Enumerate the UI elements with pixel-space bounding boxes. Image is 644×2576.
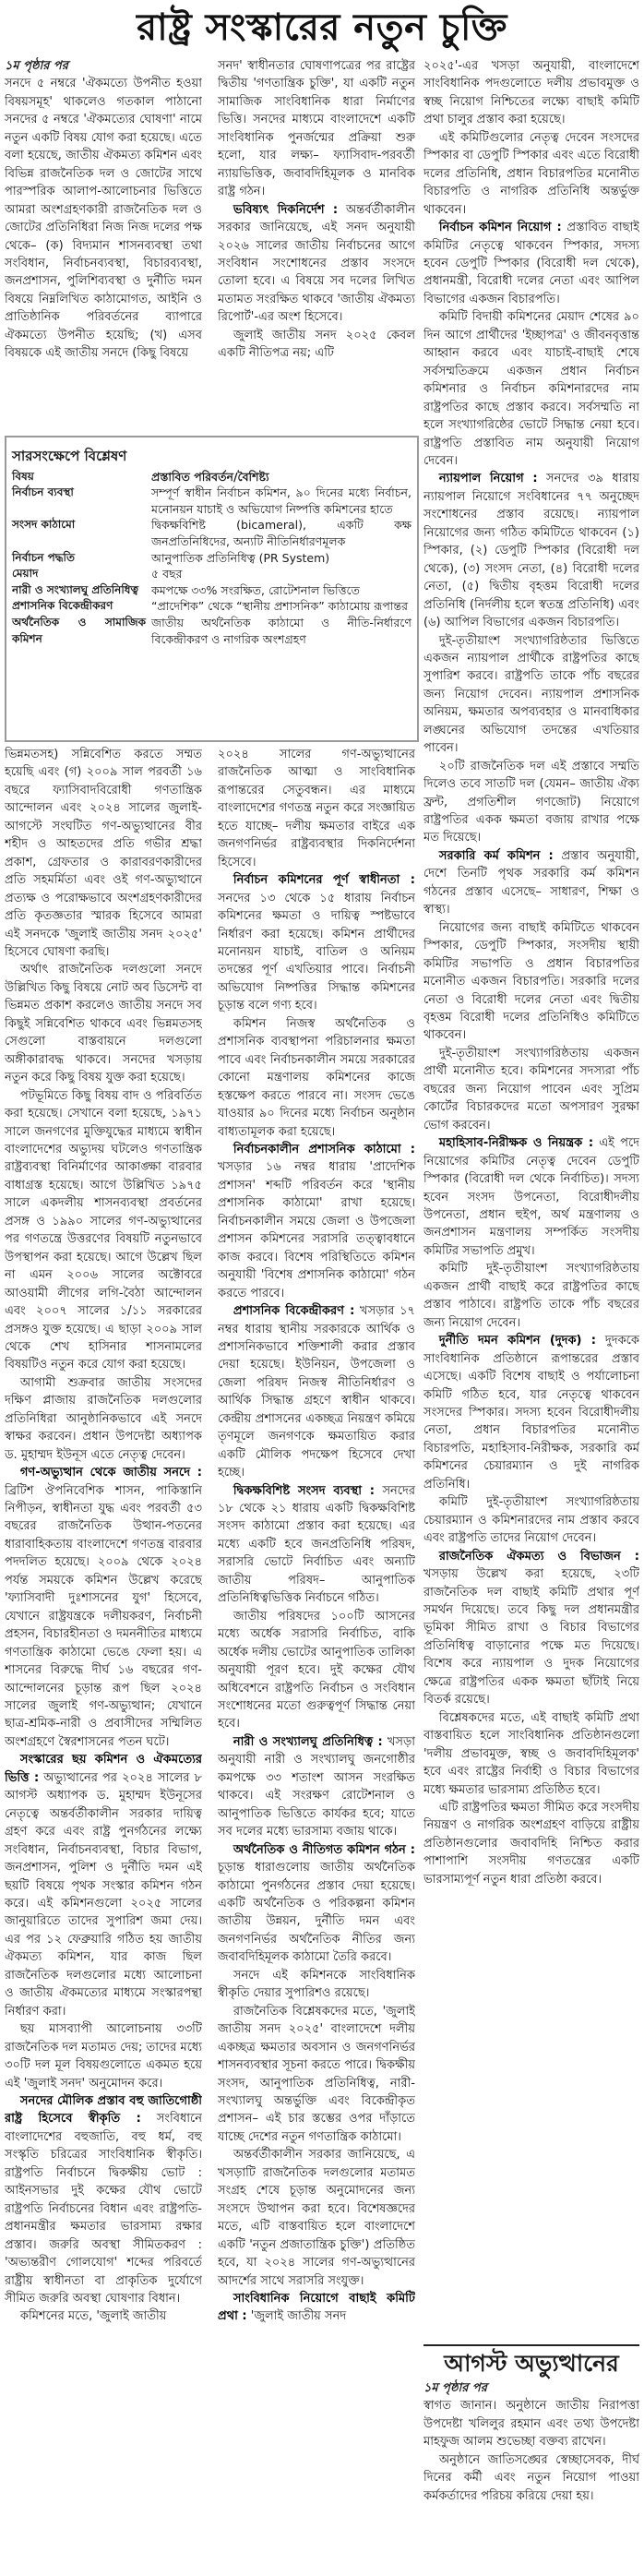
article-paragraph xyxy=(423,57,639,129)
article-paragraph xyxy=(218,2146,415,2290)
paragraph-text: অন্তর্বর্তীকালীন সরকার জানিয়েছে, এ খসড়াটি রাজনৈতিক দলগুলোর মতামত সংগ্রহ শেষে চূড়ান্ত অনুমোদনের জন্য সংসদে উত্থাপন করা হবে। বিশেষজ্ঞদের মতে, এটি বাস্তবায়িত হলে বাংলাদেশে একটি 'নতুন প্রজাতান্ত্রিক চুক্তি') প্রতিষ্ঠিত হবে, যা ২০২৪ সালের গণ-অভ্যুত্থানের আদর্শের সাথে সরাসরি সংযুক্ত। xyxy=(218,2148,415,2288)
article-paragraph xyxy=(218,1733,415,1841)
summary-topic: নির্বাচন পদ্ধতি xyxy=(12,550,75,564)
section-subheading: দুর্নীতি দমন কমিশন (দুদক) : xyxy=(438,1334,597,1348)
summary-change: আনুপাতিক প্রতিনিধিত্ব (PR System) xyxy=(151,550,330,565)
paragraph-text: সনদ' স্বাধীনতার ঘোষণাপত্রের পর রাষ্ট্রের দ্বিতীয় 'গণতান্ত্রিক চুক্তি', যা একটি নতুন সামাজিক সাংবিধানিক ধারা নির্মাণের ভিত্তি। সনদের মাধ্যমে বাংলাদেশে একটি সাংবিধানিক পুনর্জন্মের প্রক্রিয়া শুরু হলো, যার লক্ষ্য– ফ্যাসিবাদ-পরবর্তী ন্যায়ভিত্তিক, জবাবদিহিমূলক ও মানবিক রাষ্ট্র গঠন। xyxy=(218,59,415,199)
paragraph-text: এটি রাষ্ট্রপতির ক্ষমতা সীমিত করে সংসদীয় নিয়ন্ত্রণ ও নাগরিক অংশগ্রহণ বাড়িয়ে রাষ্ট্রীয় প্রতিষ্ঠানগুলোর জবাবদিহি নিশ্চিত করার পাশাপাশি সংসদীয় গণতন্ত্রের একটি ভারসাম্যপূর্ণ নতুন ধারা প্রতিষ্ঠা করবে। xyxy=(423,1800,639,1887)
article-paragraph xyxy=(423,847,639,919)
article-paragraph xyxy=(423,2451,639,2505)
column-2-top xyxy=(218,57,415,431)
paragraph-text: প্রস্তাবিত বাছাই কমিটির নেতৃত্বে থাকবেন স্পিকার, সদস্য হবেন ডেপুটি স্পিকার (বিরোধী দল থেকে), প্রধানমন্ত্রী, বিরোধী দলের নেতা এবং আপিল বিভাগের একজন বিচারপতি। xyxy=(423,221,639,306)
article-paragraph xyxy=(218,201,415,327)
section-subheading: গণ-অভ্যুত্থান থেকে জাতীয় সনদে : xyxy=(19,1466,202,1480)
summary-table-header xyxy=(12,469,411,485)
header-change: প্রস্তাবিত পরিবর্তন/বৈশিষ্ট্য xyxy=(151,469,269,484)
paragraph-text: দুই-তৃতীয়াংশ সংখ্যাগরিষ্ঠতার ভিত্তিতে একজন ন্যায়পাল প্রার্থীকে রাষ্ট্রপতির কাছে সুপারিশ করবে। রাষ্ট্রপতি তাকে পাঁচ বছরের জন্য নিয়োগ দেবেন। ন্যায়পাল প্রশাসনিক অনিয়ম, ক্ষমতার অপব্যবহার ও মানবাধিকার লঙ্ঘনের অভিযোগ তদন্তের এখতিয়ার পাবেন। xyxy=(423,633,639,756)
paragraph-text: 'জুলাই জাতীয় সনদ xyxy=(246,2309,347,2324)
article-paragraph xyxy=(218,2290,415,2326)
paragraph-text: খসড়ায় উল্লেখ করা হয়েছে, ২৩টি রাজনৈতিক দল বাছাই কমিটি প্রথার পূর্ণ সমর্থন দিয়েছে। তবে কিছু দল প্রধানমন্ত্রীর ভূমিকা সীমিত রাখা ও বিচার বিভাগের প্রতিনিধিত্ব বাড়ানোর পক্ষে মত দিয়েছে। বিশেষ করে ন্যায়পাল ও দুদক নিয়োগের ক্ষেত্রে রাষ্ট্রপতির একক ক্ষমতা ছাঁটাই নিয়ে বিতর্ক রয়েছে। xyxy=(423,1567,639,1707)
article-paragraph xyxy=(423,1332,639,1493)
article-paragraph xyxy=(218,327,415,363)
paragraph-text: খসড়ার ১৬ নম্বর ধারায় 'প্রাদেশিক প্রশাসন' শব্দটি পরিবর্তন করে 'স্থানীয় প্রশাসনিক কাঠামো' রাখা হয়েছে। নির্বাচনকালীন সময়ে জেলা ও উপজেলা প্রশাসন কমিশনের সরাসরি তত্ত্বাবধানে কাজ করবে। বিশেষ পরিস্থিতিতে কমিশন অনুযায়ী 'বিশেষ প্রশাসনিক কাঠামো' গঠন করতে পারবে। xyxy=(218,1160,415,1300)
section-subheading: ভবিষ্যৎ দিকনির্দেশ : xyxy=(233,202,339,217)
article-paragraph xyxy=(218,1608,415,1733)
article-paragraph xyxy=(5,2092,202,2307)
paragraph-text: সনদের ৩৯ ধারায় ন্যায়পাল নিয়োগে সংবিধানের ৭৭ অনুচ্ছেদ সংশোধনের প্রস্তাব রয়েছে। ন্যায়পাল নিয়োগের জন্য গঠিত কমিটিতে থাকবেন (১) স্পিকার, (২) ডেপুটি স্পিকার (বিরোধী দল থেকে), (৩) সংসদ নেতা, (৪) বিরোধী দলের নেতা, (৫) দ্বিতীয় বৃহত্তম বিরোধী দলের প্রতিনিধি (নির্দলীয় হলে স্বতন্ত্র প্রতিনিধি) এবং (৬) আপিল বিভাগের একজন বিচারপতি। xyxy=(423,472,639,630)
column-1-bottom xyxy=(5,746,202,2576)
summary-change: কমপক্ষে ৩৩% সংরক্ষিত, রোটেশনাল ভিত্তিতে xyxy=(151,582,360,597)
article-paragraph xyxy=(423,308,639,470)
paragraph-text: কমিটি দুই-তৃতীয়াংশ সংখ্যাগরিষ্ঠতায় একজন প্রার্থী বাছাই করে রাষ্ট্রপতির কাছে প্রস্তাব পাঠাবে। রাষ্ট্রপতি তাকে পাঁচ বছরের জন্য নিয়োগ দেবেন। xyxy=(423,1262,639,1330)
article-paragraph xyxy=(423,632,639,758)
paragraph-text: আগামী শুক্রবার জাতীয় সংসদের দক্ষিণ প্লাজায় রাজনৈতিক দলগুলোর প্রতিনিধিরা আনুষ্ঠানিকভাবে এই সনদে স্বাক্ষর করবেন। প্রধান উপদেষ্টা অধ্যাপক ড. মুহাম্মদ ইউনূস এতে নেতৃত্ব দেবেন। xyxy=(5,1375,202,1462)
article-paragraph xyxy=(5,75,202,362)
article-paragraph xyxy=(218,57,415,201)
section-subheading: নারী ও সংখ্যালঘু প্রতিনিধিত্ব : xyxy=(233,1734,383,1749)
summary-topic: নারী ও সংখ্যালঘু প্রতিনিধিত্ব xyxy=(12,582,139,596)
article-divider xyxy=(423,2344,639,2346)
paragraph-text: এই পদে নিয়োগের কমিটির নেতৃত্ব দেবেন ডেপুটি স্পিকার (বিরোধী দল থেকে নির্বাচিত)। সদস্য হবেন সংসদ উপনেতা, বিরোধীদলীয় উপনেতা, প্রধান হুইপ, অর্থ মন্ত্রণালয় ও জনপ্রশাসন মন্ত্রণালয় সম্পর্কিত সংসদীয় কমিটির সভাপতি প্রমুখ। xyxy=(423,1136,639,1258)
section-subheading: ন্যায়পাল নিয়োগ : xyxy=(438,472,538,486)
column-2-bottom xyxy=(218,746,415,2576)
summary-topic: প্রশাসনিক বিকেন্দ্রীকরণ xyxy=(12,599,113,613)
main-headline: রাষ্ট্র সংস্কারের নতুন চুক্তি xyxy=(137,6,507,49)
paragraph-text: নিয়োগের জন্য বাছাই কমিটিতে থাকবেন স্পিকার, ডেপুটি স্পিকার, সংসদীয় স্থায়ী কমিটির সভাপতি ও প্রধান বিচারপতির মনোনীত একজন বিচারপতি। সরকারি দলের নেতা ও বিরোধী দলের নেতা এবং দ্বিতীয় বৃহত্তম বিরোধী দলের প্রতিনিধিও কমিটিতে থাকবেন। xyxy=(423,920,639,1043)
paragraph-text: সনদের ১৩ থেকে ১৫ ধারায় নির্বাচন কমিশনের ক্ষমতা ও দায়িত্ব স্পষ্টভাবে নির্ধারণ করা হয়েছে। কমিশন প্রার্থীদের মনোনয়ন যাচাই, বাতিল ও অনিয়ম তদন্তের পূর্ণ এখতিয়ার পাবে। নির্বাচনী অভিযোগ নিষ্পত্তির সিদ্ধান্ত কমিশনের চূড়ান্ত বলে গণ্য হবে। xyxy=(218,891,415,1013)
section-subheading: মহাহিসাব-নিরীক্ষক ও নিয়ন্ত্রক : xyxy=(438,1136,594,1151)
section-subheading: দ্বিকক্ষবিশিষ্ট সংসদ ব্যবস্থা : xyxy=(233,1483,376,1498)
paragraph-text: জাতীয় পরিষদের ১০০টি আসনের মধ্যে অর্ধেক সরাসরি নির্বাচিত, বাকি অর্ধেক দলীয় ভোটের আনুপাতিক তালিকা অনুযায়ী পূরণ হবে। দুই কক্ষের যৌথ অধিবেশনে রাষ্ট্রপতি নির্বাচন ও সংবিধান সংশোধনের মতো গুরুত্বপূর্ণ সিদ্ধান্ত নেয়া হবে। xyxy=(218,1609,415,1731)
paragraph-text: কমিশন নিজস্ব অর্থনৈতিক ও প্রশাসনিক ব্যবস্থাপনা পরিচালনার ক্ষমতা পাবে এবং নির্বাচনকালীন সময়ে সরকারের কোনো মন্ত্রণালয় কমিশনের কাজে হস্তক্ষেপ করতে পারবে না। সংসদ ভেঙে যাওয়ার ৯০ দিনের মধ্যে নির্বাচন অনুষ্ঠান বাধ্যতামূলক করা হয়েছে। xyxy=(218,1016,415,1139)
second-article-kicker: ১ম পৃষ্ঠার পর xyxy=(423,2381,487,2395)
paragraph-text: চূড়ান্ত ধারাগুলোয় জাতীয় অর্থনৈতিক কাঠামো পুনর্গঠনের প্রস্তাব দেয়া হয়েছে। একটি অর্থনৈতিক ও পরিকল্পনা কমিশন জাতীয় উন্নয়ন, দুর্নীতি দমন এবং জনগণনির্ভর অর্থনৈতিক নীতির জন্য জবাবদিহিমূলক কাঠামো তৈরি করবে। xyxy=(218,1861,415,1965)
summary-row xyxy=(12,550,411,567)
summary-box-title: সারসংক্ষেপে বিশ্লেষণ xyxy=(12,448,127,464)
article-paragraph xyxy=(5,1374,202,1464)
article-paragraph xyxy=(5,2307,202,2325)
paragraph-text: রাজনৈতিক বিশ্লেষকদের মতে, 'জুলাই জাতীয় সনদ ২০২৫' বাংলাদেশে দলীয় একচ্ছত্র ক্ষমতার অবসান ও জনগণনির্ভর শাসনব্যবস্থার সূচনা করতে পারে। দ্বিকক্ষীয় সংসদ, আনুপাতিক প্রতিনিধিত্ব, নারী-সংখ্যালঘু অন্তর্ভুক্তি এবং বিকেন্দ্রীকৃত প্রশাসন– এই চার স্তম্ভের ওপর দাঁড়াতে যাচ্ছে দেশের নতুন গণতান্ত্রিক কাঠামো। xyxy=(218,2004,415,2144)
summary-change: দ্বিকক্ষবিশিষ্ট (bicameral), একটি কক্ষ জনপ্রতিনিধিদের, অন্যটি নীতিনির্ধারণমূলক xyxy=(151,518,411,548)
article-paragraph xyxy=(5,746,202,961)
second-article-body xyxy=(423,2397,639,2505)
summary-topic: মেয়াদ xyxy=(12,567,39,581)
paragraph-text: কমিটি দুই-তৃতীয়াংশ সংখ্যাগরিষ্ঠতায় চেয়ারম্যান ও কমিশনারদের নাম প্রস্তাব করবে এবং রাষ্ট্রপতি তাদের নিয়োগ দেবেন। xyxy=(423,1495,639,1546)
paragraph-text: কমিশনের মতে, 'জুলাই জাতীয় xyxy=(19,2309,167,2324)
summary-row xyxy=(12,598,411,615)
section-subheading: সনদের মৌলিক প্রস্তাব বহু জাতিগোষ্ঠী রাষ্ট্র হিসেবে স্বীকৃতি : xyxy=(5,2093,202,2127)
paragraph-text: অন্তর্বর্তীকালীন সরকার জানিয়েছে, এই সনদ অনুযায়ী ২০২৬ সালের জাতীয় নির্বাচনের আগে সংবিধান সংশোধনের প্রস্তাব সংসদে তোলা হবে। এ বিষয়ে সব দলের লিখিত মতামত সংরক্ষিত থাকবে 'জাতীয় ঐকমত্য রিপোর্ট'-এর অংশ হিসেবে। xyxy=(218,202,415,325)
article-paragraph xyxy=(423,1260,639,1332)
article-paragraph xyxy=(5,1464,202,1751)
summary-change: জাতীয় অর্থনৈতিক কাঠামো ও নীতি-নির্ধারণে বিকেন্দ্রীকরণ ও নাগরিক অংশগ্রহণ xyxy=(151,615,411,646)
section-subheading: সাংবিধানিক নিয়োগে বাছাই কমিটি প্রথা : xyxy=(218,2291,415,2324)
paragraph-text: ভিন্নমতসহ) সন্নিবেশিত করতে সম্মত হয়েছি এবং (গ) ২০০৯ সাল পরবর্তী ১৬ বছরে ফ্যাসিবাদবিরোধী গণতান্ত্রিক আন্দোলন এবং ২০২৪ সালের জুলাই-আগস্টে সংঘটিত গণ-অভ্যুত্থানের বীর শহীদ ও আহতদের প্রতি গভীর শ্রদ্ধা প্রকাশ, গ্রেফতার ও কারাবরণকারীদের প্রতি সহমর্মিতা এবং ওই গণ-অভ্যুত্থানে প্রত্যক্ষ ও পরোক্ষভাবে অংশগ্রহণকারীদের প্রতি কৃতজ্ঞতার স্মারক হিসেবে আমরা এই সনদকে 'জুলাই জাতীয় সনদ ২০২৫' হিসেবে ঘোষণা করছি। xyxy=(5,748,202,959)
section-subheading: নির্বাচন কমিশনের পূর্ণ স্বাধীনতা : xyxy=(233,873,415,888)
article-paragraph xyxy=(423,1548,639,1709)
paragraph-text: সংবিধানে বাংলাদেশের বহুজাতি, বহু ধর্ম, বহু সংস্কৃতি চরিত্রের সাংবিধানিক স্বীকৃতি। রাষ্ট্রপতি নির্বাচনে দ্বিকক্ষীয় ভোট : আইনসভার দুই কক্ষের যৌথ ভোটে রাষ্ট্রপতি নির্বাচনের বিধান এবং রাষ্ট্রপতি-প্রধানমন্ত্রীর ক্ষমতার ভারসাম্য রক্ষার প্রস্তাব। জরুরি অবস্থা সীমিতকরণ : 'অভ্যন্তরীণ গোলযোগ' শব্দের পরিবর্তে রাষ্ট্রীয় স্বাধীনতা বা প্রাকৃতিক দুর্যোগে সীমিত জরুরি অবস্থা ঘোষণার বিধান। xyxy=(5,2112,202,2306)
paragraph-text: অভ্যুত্থানের পর ২০২৪ সালের ৮ আগস্ট অধ্যাপক ড. মুহাম্মদ ইউনূসের নেতৃত্বে অন্তর্বর্তীকালীন সরকার দায়িত্ব গ্রহণ করে এবং রাষ্ট্র পুনর্গঠনের লক্ষ্যে সংবিধান, নির্বাচনব্যবস্থা, বিচার বিভাগ, জনপ্রশাসন, পুলিশ ও দুর্নীতি দমন এই ছয়টি বিষয়ে পৃথক সংস্কার কমিশন গঠন করে। এই কমিশনগুলো ২০২৫ সালের জানুয়ারিতে তাদের সুপারিশ জমা দেয়। এর পর ১২ ফেব্রুয়ারি গঠিত হয় জাতীয় ঐকমত্য কমিশন, যার কাজ ছিল রাজনৈতিক দলগুলোর মধ্যে আলোচনা ও জাতীয় ঐকমত্যের মাধ্যমে সংস্কারপন্থা নির্ধারণ করা। xyxy=(5,1770,202,2019)
paragraph-text: বিশ্লেষকদের মতে, এই বাছাই কমিটি প্রথা বাস্তবায়িত হলে সাংবিধানিক প্রতিষ্ঠানগুলো 'দলীয় প্রভাবমুক্ত, স্বচ্ছ ও জবাবদিহিমূলক' হবে এবং রাষ্ট্রের নির্বাহী ও বিচার বিভাগের মধ্যে ক্ষমতার ভারসাম্য প্রতিষ্ঠিত হবে। xyxy=(423,1710,639,1797)
section-subheading: প্রশাসনিক বিকেন্দ্রীকরণ : xyxy=(233,1304,355,1319)
article-paragraph xyxy=(218,1015,415,1141)
paragraph-text: সনদে এই কমিশনকে সাংবিধানিক স্বীকৃতি দেয়ার সুপারিশও রয়েছে। xyxy=(218,1968,415,2001)
paragraph-text: সনদে ৫ নম্বরে 'ঐকমত্যে উপনীত হওয়া বিষয়সমূহ' থাকলেও গতকাল পাঠানো সনদের ৫ নম্বরে 'ঐকমত্যের ঘোষণা' নামে নতুন একটি বিষয় যোগ করা হয়েছে। এতে বলা হয়েছে, জাতীয় ঐকমত্য কমিশন এবং বিভিন্ন রাজনৈতিক দল ও জোটের সাথে পারস্পরিক আলাপ-আলোচনার ভিত্তিতে আমরা অংশগ্রহণকারী রাজনৈতিক দল ও জোটের প্রতিনিধিরা নিজ নিজ দলের পক্ষ থেকে– (ক) বিদ্যমান শাসনব্যবস্থা তথা সংবিধান, নির্বাচনব্যবস্থা, বিচারব্যবস্থা, জনপ্রশাসন, পুলিশিব্যবস্থা ও দুর্নীতি দমন বিষয়ে নিম্নলিখিত কাঠামোগত, আইনি ও প্রাতিষ্ঠানিক পরিবর্তনের ব্যাপারে ঐকমত্যে উপনীত হয়েছি; (খ) এসব বিষয়কে এই জাতীয় সনদে (কিছু বিষয়ে xyxy=(5,77,202,361)
summary-topic: অর্থনৈতিক ও সামাজিক কমিশন xyxy=(12,615,146,645)
article-paragraph xyxy=(218,746,415,871)
article-paragraph xyxy=(5,1751,202,2020)
paragraph-text: প্রস্তাব অনুযায়ী, দেশে তিনটি পৃথক সরকারি কর্ম কমিশন গঠনের প্রস্তাব এসেছে– সাধারণ, শিক্ষা ও স্বাস্থ্য। xyxy=(423,848,639,917)
article-paragraph xyxy=(423,1045,639,1134)
continued-from-kicker: ১ম পৃষ্ঠার পর xyxy=(5,59,68,73)
paragraph-text: ২০২৪ সালের গণ-অভ্যুত্থানের রাজনৈতিক আত্মা ও সাংবিধানিক রূপান্তরের সেতুবন্ধন। এর মাধ্যমে বাংলাদেশের গণতন্ত্র নতুন করে সংজ্ঞায়িত হতে যাচ্ছে– দলীয় ক্ষমতার বাইরে এক জনগণনির্ভর রাষ্ট্রব্যবস্থার দিকনির্দেশনা হিসেবে। xyxy=(218,748,415,869)
article-paragraph xyxy=(218,2003,415,2147)
article-paragraph xyxy=(5,2020,202,2092)
paragraph-text: জুলাই জাতীয় সনদ ২০২৫ কেবল একটি নীতিপত্র নয়; এটি xyxy=(218,328,415,361)
article-paragraph xyxy=(218,871,415,1015)
article-paragraph xyxy=(423,1799,639,1888)
paragraph-text: খসড়া অনুযায়ী নারী ও সংখ্যালঘু জনগোষ্ঠীর কমপক্ষে ৩৩ শতাংশ আসন সংরক্ষিত থাকবে। এই সংরক্ষণ রোটেশনাল ও আনুপাতিক ভিত্তিতে কার্যকর হবে; যাতে সব দলের মধ্যে ভারসাম্য বজায় থাকে। xyxy=(218,1734,415,1839)
paragraph-text: অর্থাৎ রাজনৈতিক দলগুলো সনদে উল্লিখিত কিছু বিষয়ে নোট অব ডিসেন্ট বা ভিন্নমত প্রকাশ করলেও জাতীয় সনদে সব কিছুই সন্নিবেশিত থাকবে এবং ভিন্নমতসহ সেগুলো বাস্তবায়নে দলগুলো অঙ্গীকারাবদ্ধ থাকবে। সনদের খসড়ায় নতুন করে কিছু বিষয় যুক্ত করা হয়েছে। xyxy=(5,963,202,1085)
paragraph-text: দুই-তৃতীয়াংশ সংখ্যাগরিষ্ঠতায় একজন প্রার্থী মনোনীত হবে। কমিশনের সদস্যরা পাঁচ বছরের জন্য নিয়োগ পাবেন এবং সুপ্রিম কোর্টের বিচারকদের মতো অপসারণ সুরক্ষা ভোগ করবেন। xyxy=(423,1046,639,1132)
paragraph-text: এই কমিটিগুলোর নেতৃত্ব দেবেন সংসদের স্পিকার বা ডেপুটি স্পিকার এবং এতে বিরোধী দলের প্রতিনিধি, প্রধান বিচারপতির মনোনীত বিচারপতি ও নাগরিক প্রতিনিধি অন্তর্ভুক্ত থাকবেন। xyxy=(423,130,639,217)
summary-change: সম্পূর্ণ স্বাধীন নির্বাচন কমিশন, ৯০ দিনের মধ্যে নির্বাচন, মনোনয়ন যাচাই ও অভিযোগ নিষ্পত্তি কমিশনের হাতে xyxy=(151,485,411,516)
paragraph-text: ২০২৫'-এর খসড়া অনুযায়ী, বাংলাদেশে সাংবিধানিক পদগুলোতে দলীয় প্রভাবমুক্ত ও স্বচ্ছ নিয়োগ নিশ্চিতের লক্ষ্যে বাছাই কমিটি প্রথা চালুর প্রস্তাব করা হয়েছে। xyxy=(423,59,639,127)
paragraph-text: দুদককে সাংবিধানিক প্রতিষ্ঠানে রূপান্তরের প্রস্তাব এসেছে। একটি বিশেষ বাছাই ও পর্যালোচনা কমিটি গঠিত হবে, যার নেতৃত্বে থাকবেন সংসদের স্পিকার। সদস্য হবেন বিরোধীদলীয় নেতা, প্রধান বিচারপতির মনোনীত বিচারপতি, মহাহিসাব-নিরীক্ষক, সরকারি কর্ম কমিশনের চেয়ারম্যান ও দুই নাগরিক প্রতিনিধি। xyxy=(423,1334,639,1492)
section-subheading: সংস্কারের ছয় কমিশন ও ঐকমত্যের ভিত্তি : xyxy=(5,1753,202,1785)
summary-table xyxy=(12,469,411,648)
second-article-headline: আগস্ট অভ্যুত্থানের xyxy=(444,2350,619,2377)
article-paragraph xyxy=(423,919,639,1045)
paragraph-text: পটভূমিতে কিছু বিষয় বাদ ও পরিবর্তিত করা হয়েছে। সেখানে বলা হয়েছে, ১৯৭১ সালে জনগণের মুক্তিযুদ্ধের মাধ্যমে স্বাধীন বাংলাদেশের অভ্যুদয় ঘটলেও গণতান্ত্রিক রাষ্ট্রব্যবস্থা বিনির্মাণের আকাঙ্ক্ষা বারবার বাধাগ্রস্ত হয়েছে। আগে উল্লিখিত ১৯৭৫ সালে একদলীয় শাসনব্যবস্থা প্রবর্তনের প্রসঙ্গ ও ১৯৯০ সালের গণ-অভ্যুত্থানের পর গণতন্ত্রে উত্তরণের বিষয়টি নতুনভাবে উপস্থাপন করা হয়েছে। আগে উল্লেখ ছিল না এমন ২০০৬ সালের অক্টোবরে আওয়ামী লীগের লগি-বৈঠা আন্দোলন এবং ২০০৭ সালের ১/১১ সরকারের প্রসঙ্গও যুক্ত হয়েছে। এ ছাড়া ২০০৯ সাল থেকে শেখ হাসিনার শাসনামলের বিষয়টিও নতুন করে যোগ করা হয়েছে। xyxy=(5,1088,202,1372)
summary-topic: সংসদ কাঠামো xyxy=(12,518,76,532)
paragraph-text: ২০টি রাজনৈতিক দল এই প্রস্তাবে সম্মতি দিলেও তবে সাতটি দল (যেমন– জাতীয় ঐক্য ফ্রন্ট, প্রগতিশীল গণজোট) নিয়োগে রাষ্ট্রপতির একক ক্ষমতা বজায় রাখার পক্ষে মত দিয়েছে। xyxy=(423,759,639,845)
paragraph-text: ব্রিটিশ ঔপনিবেশিক শাসন, পাকিস্তানি নিপীড়ন, স্বাধীনতা যুদ্ধ এবং পরবর্তী ৫৩ বছরের রাজনৈতিক উত্থান-পতনের ধারাবাহিকতায় বাংলাদেশে গণতন্ত্র বারবার পদদলিত হয়েছে। ২০০৯ থেকে ২০২৪ পর্যন্ত সময়কে কমিশন উল্লেখ করেছে 'ফ্যাসিবাদী দুঃশাসনের যুগ' হিসেবে, যেখানে রাষ্ট্রযন্ত্রকে দলীয়করণ, নির্বাচনী প্রহসন, বিচারহীনতা ও দমননীতির মাধ্যমে গণতান্ত্রিক কাঠামো ভেঙে ফেলা হয়। এ শাসনের বিরুদ্ধে দীর্ঘ ১৬ বছরের গণ-আন্দোলনের চূড়ান্ত রূপ ছিল ২০২৪ সালের জুলাই গণ-অভ্যুত্থান; যেখানে ছাত্র-শ্রমিক-নারী ও প্রবাসীদের সম্মিলিত অংশগ্রহণে স্বৈরশাসনের পতন ঘটে। xyxy=(5,1483,202,1749)
section-subheading: নির্বাচনকালীন প্রশাসনিক কাঠামো : xyxy=(233,1142,415,1156)
summary-row xyxy=(12,566,411,582)
article-paragraph xyxy=(218,1482,415,1608)
paragraph-text: কমিটি বিদায়ী কমিশনের মেয়াদ শেষের ৯০ দিন আগে প্রার্থীদের 'ইচ্ছাপত্র' ও জীবনবৃত্তান্ত আহ্বান করবে এবং যাচাই-বাছাই শেষে সর্বসম্মতিক্রমে একজন প্রধান নির্বাচন কমিশনার ও নির্বাচন কমিশনারদের নাম রাষ্ট্রপতির কাছে প্রস্তাব করবে। সর্বসম্মতি না হলে সংখ্যাগরিষ্ঠের ভোটে সিদ্ধান্ত নেয়া হবে। রাষ্ট্রপতি প্রস্তাবিত নাম অনুযায়ী নিয়োগ দেবেন। xyxy=(423,310,639,468)
article-paragraph xyxy=(218,1841,415,1967)
article-paragraph xyxy=(218,1302,415,1482)
summary-row xyxy=(12,517,411,549)
article-paragraph xyxy=(5,1087,202,1374)
summary-box xyxy=(5,436,419,742)
section-subheading: রাজনৈতিক ঐকমত্য ও বিভাজন : xyxy=(438,1549,639,1564)
article-paragraph xyxy=(423,470,639,631)
paragraph-text: অনুষ্ঠানে জাতিসঙ্ঘের স্বেচ্ছাসেবক, দীর্ঘ দিনের কর্মী এবং নতুন নিয়োগ পাওয়া কর্মকর্তাদের পরিচয় করিয়ে দেয়া হয়। xyxy=(423,2452,639,2503)
summary-change: ৫ বছর xyxy=(151,567,183,581)
article-paragraph xyxy=(423,219,639,308)
article-paragraph xyxy=(423,1493,639,1547)
paragraph-text: সনদের ১৮ থেকে ২১ ধারায় একটি দ্বিকক্ষবিশিষ্ট সংসদ কাঠামো প্রস্তাব করা হয়েছে। এর মধ্যে একটি হবে জনপ্রতিনিধি পরিষদ, সরাসরি ভোটে নির্বাচিত এবং অন্যটি জাতীয় পরিষদ– আনুপাতিক প্রতিনিধিত্বভিত্তিক নির্বাচনে গঠিত। xyxy=(218,1483,415,1606)
paragraph-text: খসড়ার ১৭ নম্বর ধারায় স্থানীয় সরকারকে আর্থিক ও প্রশাসনিকভাবে শক্তিশালী করার প্রস্তাব দেয়া হয়েছে। ইউনিয়ন, উপজেলা ও জেলা পরিষদ নিজস্ব নীতিনির্ধারণ ও আর্থিক সিদ্ধান্ত গ্রহণে স্বাধীন থাকবে। কেন্দ্রীয় প্রশাসনের একচ্ছত্র নিয়ন্ত্রণ কমিয়ে তৃণমূলে জনগণকে ক্ষমতায়িত করার একটি মৌলিক পদক্ষেপ হিসেবে দেখা হচ্ছে। xyxy=(218,1304,415,1480)
header-topic: বিষয় xyxy=(12,469,34,483)
article-paragraph xyxy=(5,961,202,1086)
article-paragraph xyxy=(423,129,639,219)
article-paragraph xyxy=(218,1141,415,1302)
section-subheading: অর্থনৈতিক ও নীতিগত কমিশন গঠন : xyxy=(233,1842,415,1857)
summary-row xyxy=(12,582,411,599)
article-paragraph xyxy=(423,1134,639,1260)
summary-change: “প্রাদেশিক” থেকে “স্থানীয় প্রশাসনিক” কাঠামোয় রূপান্তর xyxy=(151,599,408,614)
section-subheading: নির্বাচন কমিশন নিয়োগ : xyxy=(438,221,562,235)
second-article xyxy=(423,2348,639,2576)
summary-topic: নির্বাচন ব্যবস্থা xyxy=(12,485,74,499)
article-paragraph xyxy=(423,2397,639,2450)
paragraph-text: স্বাগত জানান। অনুষ্ঠানে জাতীয় নিরাপত্তা উপদেষ্টা খলিলুর রহমান এবং তথ্য উপদেষ্টা মাহফুজ আলম শুভেচ্ছা বক্তব্য রাখেন। xyxy=(423,2399,639,2450)
article-paragraph xyxy=(423,758,639,847)
article-paragraph xyxy=(218,1967,415,2003)
summary-row xyxy=(12,485,411,517)
section-subheading: সরকারি কর্ম কমিশন : xyxy=(438,848,554,863)
article-paragraph xyxy=(423,1709,639,1799)
column-1-top xyxy=(5,57,202,431)
summary-row xyxy=(12,615,411,647)
paragraph-text: ছয় মাসব্যাপী আলোচনায় ৩৩টি রাজনৈতিক দল মতামত দেয়; তাদের মধ্যে ৩০টি দল মূল বিষয়গুলোতে একমত হয়ে এই 'জুলাই সনদ' অনুমোদন করে। xyxy=(5,2022,202,2091)
column-3 xyxy=(423,57,639,2337)
